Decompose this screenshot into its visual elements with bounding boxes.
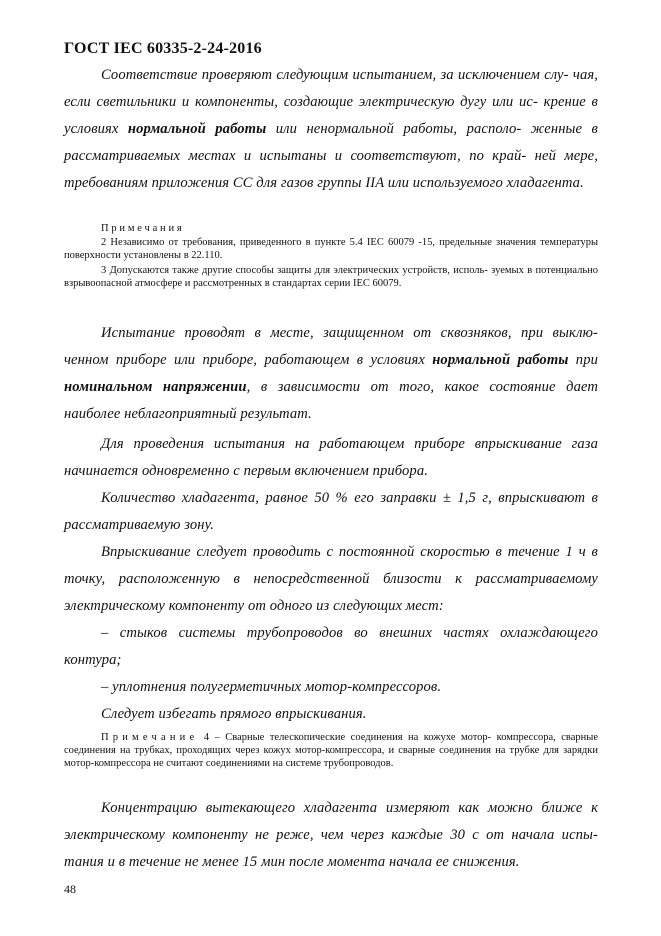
term-normal-operation: нормальной работы — [432, 352, 569, 368]
note-2: 2 Независимо от требования, приведенного в пункте 5.4 IEC 60079 -15, предельные значения температуры поверхности установлены в 22.110. — [64, 237, 598, 261]
note-4-text: 4 – Сварные телескопические соединения на кожухе мотор- компрессора, сварные соединения на трубках, проходящих через кожух мотор-компрессора, и сварные соединения на трубке для зарядки мотор-компрессора не считают соединениями на системе трубопроводов. — [64, 732, 598, 769]
document-code-header: ГОСТ IEC 60335-2-24-2016 — [64, 40, 262, 57]
term-rated-voltage: номинальном напряжении — [64, 379, 247, 395]
list-item-pipe-joints: – стыков системы трубопроводов во внешних частях охлаждающего контура; — [64, 625, 598, 668]
notes-block — [64, 222, 598, 290]
notes-heading: Примечания — [101, 223, 185, 234]
paragraph-concentration-measurement: Концентрацию вытекающего хладагента измеряют как можно ближе к электрическому компоненту не реже, чем через каждые 30 с от начала испы- тания и в течение не менее 15 мин после момента начала ее снижения. — [64, 800, 598, 870]
note-3: 3 Допускаются также другие способы защиты для электрических устройств, исполь- зуемых в потенциально взрывоопасной атмосфере и рассмотренных в стандартах серии IEC 60079. — [64, 265, 598, 289]
paragraph-text: Соответствие проверяют следующим испытанием, за исключением слу- чая, если светильники и компоненты, создающие электрическую дугу или ис- крение в условиях — [64, 67, 598, 137]
paragraph-injection-start: Для проведения испытания на работающем приборе впрыскивание газа начинается одновременно с первым включением прибора. — [64, 436, 598, 479]
paragraph-text: Испытание проводят в месте, защищенном от сквозняков, при выклю- ченном приборе или приборе, работающем в условиях — [64, 325, 598, 368]
paragraph-test-location — [64, 320, 598, 428]
note-label: Примечание — [101, 732, 199, 743]
list-item-compressor-seals: – уплотнения полугерметичных мотор-компрессоров. — [101, 679, 442, 695]
paragraph-refrigerant-amount: Количество хладагента, равное 50 % его заправки ± 1,5 г, впрыскивают в рассматриваемую зону. — [64, 490, 598, 533]
paragraph-text: , в зависимости от того, какое состояние дает наиболее неблагоприятный результат. — [64, 379, 598, 422]
paragraph-text: или ненормальной работы, располо- женные в рассматриваемых местах и испытаны и соответствуют, по край- ней мере, требованиям приложения СС для газов группы IIA или используемого хладагента. — [64, 121, 598, 191]
note-4 — [64, 731, 598, 770]
term-normal-operation: нормальной работы — [127, 121, 267, 137]
paragraph-compliance-check — [64, 62, 598, 197]
paragraph-injection-rate: Впрыскивание следует проводить с постоянной скоростью в течение 1 ч в точку, расположенную в непосредственной близости к рассматриваемому электрическому компоненту от одного из следующих мест: — [64, 544, 598, 614]
paragraph-avoid-direct-injection: Следует избегать прямого впрыскивания. — [101, 706, 367, 722]
page-number: 48 — [64, 882, 76, 896]
paragraph-text: при — [568, 352, 598, 368]
